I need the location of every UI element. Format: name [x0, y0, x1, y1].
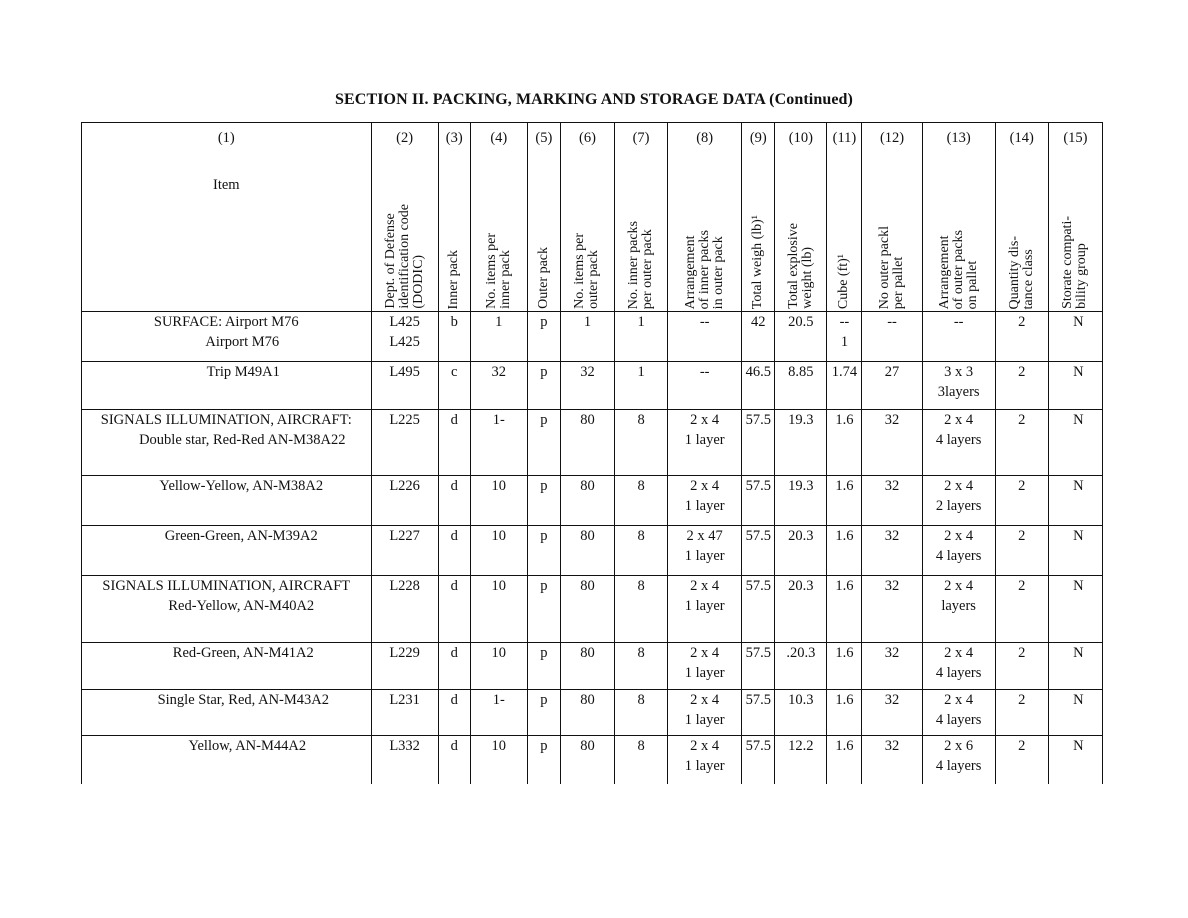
col-num: (11) [827, 123, 862, 154]
outer-per-pallet-cell: -- [862, 312, 922, 362]
arr-pallet-cell [922, 576, 995, 643]
col-label-arr-pallet [922, 153, 995, 312]
weight-cell: 57.5 [742, 476, 775, 526]
qd-class-cell: 2 [995, 312, 1048, 362]
cube-cell: 1.6 [827, 410, 862, 476]
col-label-text: No. items per outer pack [572, 233, 602, 309]
dodic-cell: L231 [371, 690, 438, 736]
column-number-row [82, 123, 1103, 154]
arr-inner-cell [668, 736, 742, 784]
item-cell [82, 312, 372, 362]
cube-value: 1 [840, 334, 849, 350]
qd-class-cell: 2 [995, 690, 1048, 736]
col-label-text: No. inner packs per outer pack [626, 220, 656, 309]
arr-pallet-cell: -- [922, 312, 995, 362]
outer-pack-cell: p [527, 576, 560, 643]
inner-per-outer-cell: 8 [615, 526, 668, 576]
arr-inner-value: 1 layer [684, 665, 725, 681]
col-label-text: Total explosive weight (lb) [785, 223, 815, 309]
items-inner-cell: 1- [470, 410, 527, 476]
dodic-value: L425 [389, 314, 420, 330]
arr-inner-value: 2 x 4 [690, 738, 720, 754]
inner-per-outer-cell: 8 [615, 410, 668, 476]
arr-inner-value: 2 x 4 [690, 645, 720, 661]
items-inner-cell: 10 [470, 576, 527, 643]
qd-class-cell: 2 [995, 362, 1048, 410]
table-row [82, 312, 1103, 362]
col-label-storage-group [1048, 153, 1102, 312]
col-num: (15) [1048, 123, 1102, 154]
arr-pallet-value: 4 layers [935, 758, 982, 774]
col-num: (6) [560, 123, 614, 154]
inner-pack-cell: d [438, 690, 470, 736]
arr-inner-value: 2 x 4 [690, 412, 720, 428]
col-label-explosive [775, 153, 827, 312]
packing-data-table [81, 122, 1103, 784]
arr-inner-cell [668, 576, 742, 643]
arr-inner-value: 2 x 47 [686, 528, 723, 544]
inner-per-outer-cell: 1 [615, 312, 668, 362]
col-label-text: No outer packl per pallet [877, 225, 907, 309]
arr-pallet-cell [922, 643, 995, 690]
item-name: Red-Green, AN-M41A2 [172, 645, 314, 661]
arr-pallet-cell [922, 690, 995, 736]
storage-group-cell: N [1048, 410, 1102, 476]
table-row [82, 643, 1103, 690]
arr-pallet-cell [922, 736, 995, 784]
item-name: Double star, Red-Red AN-M38A22 [139, 432, 346, 448]
arr-pallet-value: 2 x 4 [944, 528, 974, 544]
qd-class-cell: 2 [995, 526, 1048, 576]
explosive-cell: 12.2 [775, 736, 827, 784]
dodic-cell: L225 [371, 410, 438, 476]
outer-pack-cell: p [527, 476, 560, 526]
col-label-text: No. items per inner pack [483, 233, 513, 309]
qd-class-cell: 2 [995, 410, 1048, 476]
qd-class-cell: 2 [995, 736, 1048, 784]
item-name: Green-Green, AN-M39A2 [164, 528, 318, 544]
items-inner-cell: 10 [470, 736, 527, 784]
cube-cell [827, 312, 862, 362]
col-num: (10) [775, 123, 827, 154]
items-outer-cell: 80 [560, 526, 614, 576]
dodic-cell: L332 [371, 736, 438, 784]
table-row [82, 362, 1103, 410]
inner-per-outer-cell: 8 [615, 643, 668, 690]
weight-cell: 57.5 [742, 736, 775, 784]
items-inner-cell: 1- [470, 690, 527, 736]
col-num: (3) [438, 123, 470, 154]
outer-pack-cell: p [527, 526, 560, 576]
col-label-outer-per-pallet [862, 153, 922, 312]
qd-class-cell: 2 [995, 476, 1048, 526]
items-inner-cell: 32 [470, 362, 527, 410]
col-label-inner-per-outer [615, 153, 668, 312]
items-outer-cell: 32 [560, 362, 614, 410]
table-row [82, 690, 1103, 736]
arr-pallet-value: 3 x 3 [944, 364, 974, 380]
storage-group-cell: N [1048, 643, 1102, 690]
items-inner-cell: 10 [470, 643, 527, 690]
explosive-cell: 20.5 [775, 312, 827, 362]
qd-class-cell: 2 [995, 576, 1048, 643]
item-name: Trip M49A1 [206, 364, 280, 380]
arr-inner-value: 1 layer [684, 758, 725, 774]
item-heading: SURFACE: Airport M76 [153, 314, 299, 330]
outer-per-pallet-cell: 32 [862, 526, 922, 576]
inner-per-outer-cell: 8 [615, 576, 668, 643]
inner-pack-cell: c [438, 362, 470, 410]
arr-pallet-value: 2 x 4 [944, 645, 974, 661]
item-name: Airport M76 [205, 334, 280, 350]
storage-group-cell: N [1048, 576, 1102, 643]
explosive-cell: 19.3 [775, 410, 827, 476]
items-outer-cell: 1 [560, 312, 614, 362]
arr-inner-value: 2 x 4 [690, 478, 720, 494]
col-num: (9) [742, 123, 775, 154]
arr-pallet-value: 2 x 4 [944, 412, 974, 428]
col-num: (1) [82, 123, 372, 154]
table-row [82, 526, 1103, 576]
col-num: (14) [995, 123, 1048, 154]
inner-per-outer-cell: 8 [615, 736, 668, 784]
col-label-cube [827, 153, 862, 312]
items-inner-cell: 10 [470, 476, 527, 526]
arr-pallet-value: 2 x 6 [944, 738, 974, 754]
inner-pack-cell: d [438, 476, 470, 526]
arr-inner-cell [668, 526, 742, 576]
col-label-text: Arrangement of inner packs in outer pack [682, 229, 726, 309]
arr-inner-cell: -- [668, 362, 742, 410]
outer-per-pallet-cell: 27 [862, 362, 922, 410]
outer-per-pallet-cell: 32 [862, 643, 922, 690]
items-outer-cell: 80 [560, 736, 614, 784]
outer-pack-cell: p [527, 362, 560, 410]
item-cell [82, 410, 372, 476]
item-cell [82, 643, 372, 690]
arr-inner-value: 1 layer [684, 598, 725, 614]
arr-inner-value: 1 layer [684, 548, 725, 564]
explosive-cell: 8.85 [775, 362, 827, 410]
weight-cell: 42 [742, 312, 775, 362]
dodic-cell: L228 [371, 576, 438, 643]
explosive-cell: 10.3 [775, 690, 827, 736]
storage-group-cell: N [1048, 312, 1102, 362]
inner-pack-cell: d [438, 576, 470, 643]
col-label-weight [742, 153, 775, 312]
qd-class-cell: 2 [995, 643, 1048, 690]
col-num: (8) [668, 123, 742, 154]
explosive-cell: 19.3 [775, 476, 827, 526]
col-label-text: Storate compati- bility group [1060, 216, 1090, 309]
cube-cell: 1.74 [827, 362, 862, 410]
arr-pallet-cell [922, 410, 995, 476]
outer-pack-cell: p [527, 312, 560, 362]
arr-inner-value: 1 layer [684, 498, 725, 514]
arr-inner-value: 2 x 4 [690, 692, 720, 708]
arr-inner-value: 1 layer [684, 712, 725, 728]
arr-inner-cell: -- [668, 312, 742, 362]
storage-group-cell: N [1048, 736, 1102, 784]
dodic-cell: L226 [371, 476, 438, 526]
dodic-cell: L495 [371, 362, 438, 410]
weight-cell: 57.5 [742, 410, 775, 476]
arr-pallet-value: 2 layers [935, 498, 982, 514]
item-name: Yellow-Yellow, AN-M38A2 [159, 478, 324, 494]
arr-pallet-cell [922, 476, 995, 526]
explosive-cell: .20.3 [775, 643, 827, 690]
item-cell [82, 476, 372, 526]
col-label-text: Cube (ft)¹ [836, 253, 852, 309]
arr-pallet-value: 4 layers [935, 548, 982, 564]
arr-pallet-value: 2 x 4 [944, 692, 974, 708]
items-outer-cell: 80 [560, 410, 614, 476]
col-label-dodic [371, 153, 438, 312]
storage-group-cell: N [1048, 526, 1102, 576]
dodic-cell: L229 [371, 643, 438, 690]
items-inner-cell: 10 [470, 526, 527, 576]
table-row [82, 736, 1103, 784]
col-num: (13) [922, 123, 995, 154]
item-name: Red-Yellow, AN-M40A2 [168, 598, 315, 614]
col-label-inner-pack [438, 153, 470, 312]
item-cell [82, 362, 372, 410]
arr-inner-value: 2 x 4 [690, 578, 720, 594]
arr-pallet-value: 2 x 4 [944, 478, 974, 494]
arr-pallet-cell [922, 362, 995, 410]
item-cell [82, 690, 372, 736]
outer-pack-cell: p [527, 736, 560, 784]
dodic-value: L425 [389, 334, 420, 350]
table-row [82, 576, 1103, 643]
items-outer-cell: 80 [560, 643, 614, 690]
items-outer-cell: 80 [560, 476, 614, 526]
table-row [82, 476, 1103, 526]
arr-pallet-value: 4 layers [935, 665, 982, 681]
cube-cell: 1.6 [827, 736, 862, 784]
item-heading: SIGNALS ILLUMINATION, AIRCRAFT [102, 578, 351, 594]
item-name: Single Star, Red, AN-M43A2 [157, 692, 329, 708]
col-label-text: Inner pack [446, 249, 462, 309]
weight-cell: 57.5 [742, 576, 775, 643]
inner-per-outer-cell: 1 [615, 362, 668, 410]
column-label-row [82, 153, 1103, 312]
storage-group-cell: N [1048, 476, 1102, 526]
col-label-text: Total weigh (lb)¹ [750, 214, 766, 309]
cube-cell: 1.6 [827, 690, 862, 736]
dodic-cell [371, 312, 438, 362]
outer-per-pallet-cell: 32 [862, 736, 922, 784]
item-cell [82, 576, 372, 643]
weight-cell: 57.5 [742, 526, 775, 576]
col-label-text: Quantity dis- tance class [1006, 235, 1036, 309]
col-num: (5) [527, 123, 560, 154]
outer-pack-cell: p [527, 643, 560, 690]
inner-pack-cell: d [438, 526, 470, 576]
outer-pack-cell: p [527, 690, 560, 736]
explosive-cell: 20.3 [775, 526, 827, 576]
arr-inner-cell [668, 690, 742, 736]
cube-cell: 1.6 [827, 643, 862, 690]
cube-cell: 1.6 [827, 576, 862, 643]
outer-pack-cell: p [527, 410, 560, 476]
item-cell [82, 526, 372, 576]
arr-pallet-value: 3layers [937, 384, 980, 400]
inner-per-outer-cell: 8 [615, 690, 668, 736]
outer-per-pallet-cell: 32 [862, 576, 922, 643]
inner-per-outer-cell: 8 [615, 476, 668, 526]
item-name: Yellow, AN-M44A2 [188, 738, 307, 754]
col-label-item: Item [82, 153, 372, 312]
inner-pack-cell: d [438, 736, 470, 784]
col-num: (12) [862, 123, 922, 154]
page-title: SECTION II. PACKING, MARKING AND STORAGE DATA (Continued) [335, 91, 853, 108]
col-num: (4) [470, 123, 527, 154]
arr-pallet-value: 2 x 4 [944, 578, 974, 594]
arr-inner-cell [668, 410, 742, 476]
outer-per-pallet-cell: 32 [862, 690, 922, 736]
outer-per-pallet-cell: 32 [862, 410, 922, 476]
col-label-items-inner [470, 153, 527, 312]
dodic-cell: L227 [371, 526, 438, 576]
col-label-qd-class [995, 153, 1048, 312]
arr-inner-cell [668, 476, 742, 526]
items-outer-cell: 80 [560, 576, 614, 643]
col-label-items-outer [560, 153, 614, 312]
col-num: (7) [615, 123, 668, 154]
item-heading: SIGNALS ILLUMINATION, AIRCRAFT: [100, 412, 352, 428]
storage-group-cell: N [1048, 362, 1102, 410]
item-cell [82, 736, 372, 784]
cube-cell: 1.6 [827, 476, 862, 526]
arr-pallet-value: 4 layers [935, 432, 982, 448]
weight-cell: 57.5 [742, 643, 775, 690]
arr-inner-cell [668, 643, 742, 690]
items-inner-cell: 1 [470, 312, 527, 362]
storage-group-cell: N [1048, 690, 1102, 736]
arr-pallet-value: 4 layers [935, 712, 982, 728]
arr-inner-value: 1 layer [684, 432, 725, 448]
weight-cell: 57.5 [742, 690, 775, 736]
col-label-arr-inner [668, 153, 742, 312]
col-label-text: Arrangement of outer packs on pallet [936, 229, 980, 309]
table-row [82, 410, 1103, 476]
items-outer-cell: 80 [560, 690, 614, 736]
arr-pallet-value: layers [941, 598, 976, 614]
explosive-cell: 20.3 [775, 576, 827, 643]
col-label-outer-pack [527, 153, 560, 312]
inner-pack-cell: d [438, 410, 470, 476]
col-num: (2) [371, 123, 438, 154]
cube-cell: 1.6 [827, 526, 862, 576]
arr-pallet-cell [922, 526, 995, 576]
outer-per-pallet-cell: 32 [862, 476, 922, 526]
cube-value: -- [839, 314, 850, 330]
col-label-text: Dept. of Defense identification code (DODIC) [382, 204, 426, 309]
inner-pack-cell: b [438, 312, 470, 362]
weight-cell: 46.5 [742, 362, 775, 410]
inner-pack-cell: d [438, 643, 470, 690]
col-label-text: Outer pack [535, 247, 551, 309]
